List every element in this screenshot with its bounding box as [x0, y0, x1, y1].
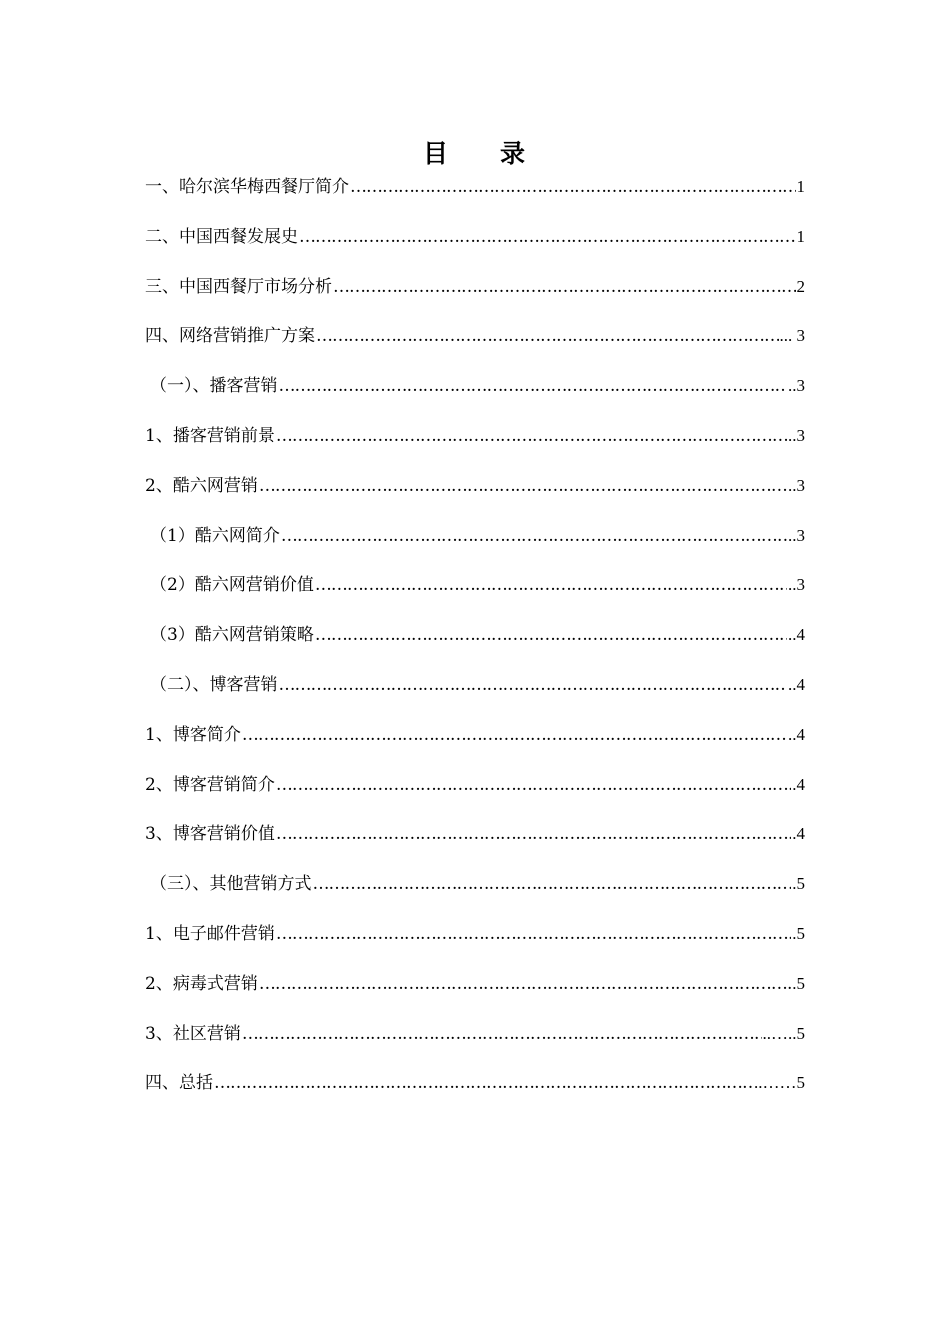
toc-entry[interactable]	[145, 475, 805, 525]
toc-entry-label: 1、播客营销前景	[145, 425, 275, 446]
toc-dot-leader	[259, 973, 791, 995]
toc-entry-page: ..4	[788, 724, 805, 744]
toc-dot-leader	[276, 923, 791, 945]
toc-dot-leader	[279, 375, 788, 397]
toc-entry-label: 3、社区营销	[145, 1023, 241, 1044]
toc-entry-label: （三）、其他营销方式	[150, 874, 312, 895]
toc-title-char-2: 录	[500, 139, 528, 168]
toc-entry-label: （1）酷六网简介	[150, 525, 280, 546]
toc-entry-page: 1	[796, 177, 805, 196]
toc-dot-leader	[350, 176, 796, 198]
toc-entry-page: ..3	[788, 575, 805, 595]
toc-dot-leader	[299, 226, 796, 248]
toc-dot-leader	[279, 674, 788, 696]
toc-entry[interactable]	[145, 724, 805, 774]
toc-dot-leader	[313, 873, 792, 895]
toc-entry-page: 2	[796, 276, 805, 296]
toc-entry[interactable]	[145, 325, 805, 375]
toc-dot-leader	[242, 724, 787, 746]
toc-dot-leader	[242, 1023, 762, 1045]
toc-entry-page: ... 3	[779, 326, 805, 346]
toc-entry-page: .4	[792, 774, 805, 794]
toc-entry[interactable]	[145, 1023, 805, 1073]
toc-entry-label: 一、哈尔滨华梅西餐厅简介	[145, 177, 349, 197]
toc-entry-page: .5	[792, 923, 805, 943]
toc-dot-leader	[281, 525, 787, 547]
toc-entry-page: ..3	[788, 475, 805, 495]
toc-entry[interactable]	[145, 823, 805, 873]
toc-entry-label: 3、博客营销价值	[145, 824, 275, 845]
toc-entry-label: 2、酷六网营销	[145, 475, 258, 496]
toc-entry-label: 三、中国西餐厅市场分析	[145, 276, 332, 297]
toc-dot-leader	[276, 774, 791, 796]
toc-entry[interactable]	[145, 923, 805, 973]
toc-entry-label: 四、总括	[145, 1073, 213, 1094]
toc-dot-leader	[276, 425, 787, 447]
toc-entry[interactable]	[145, 674, 805, 724]
toc-entry-page: ..3	[788, 525, 805, 545]
toc-entry-label: 2、博客营销简介	[145, 774, 275, 795]
toc-entry-page: ..……5	[754, 1073, 805, 1093]
toc-entry[interactable]	[145, 574, 805, 624]
toc-entry[interactable]	[145, 276, 805, 326]
toc-entry[interactable]	[145, 873, 805, 923]
toc-entry-page: .4	[792, 824, 805, 844]
toc-entry-page: ..…..5	[762, 1023, 805, 1043]
toc-title	[0, 134, 950, 170]
toc-entry-label: 二、中国西餐发展史	[145, 226, 298, 247]
toc-dot-leader	[259, 475, 787, 497]
toc-dot-leader	[276, 823, 791, 845]
toc-entry[interactable]	[145, 226, 805, 276]
toc-entry[interactable]	[145, 525, 805, 575]
toc-entry[interactable]	[145, 774, 805, 824]
toc-entry-label: （二）、博客营销	[150, 674, 278, 695]
toc-entry-label: （2）酷六网营销价值	[150, 575, 314, 596]
toc-dot-leader	[214, 1072, 753, 1094]
toc-entry-page: ..4	[788, 674, 805, 694]
toc-dot-leader	[315, 574, 787, 596]
toc-entry-page: ..4	[788, 625, 805, 645]
toc-title-char-1: 目	[422, 139, 450, 168]
toc-entry-page: 1	[796, 226, 805, 246]
toc-dot-leader	[333, 276, 796, 298]
toc-entry[interactable]	[145, 1072, 805, 1122]
toc-entry-page: .5	[792, 874, 805, 894]
toc-entry-page: .5	[792, 973, 805, 993]
toc-entry[interactable]	[145, 176, 805, 226]
toc-entry[interactable]	[145, 973, 805, 1023]
toc-entry-label: （3）酷六网营销策略	[150, 625, 314, 646]
toc-entry-label: 四、网络营销推广方案	[145, 326, 315, 347]
toc-entry[interactable]	[145, 624, 805, 674]
toc-entry-label: 2、病毒式营销	[145, 973, 258, 994]
toc-dot-leader	[316, 325, 779, 347]
toc-entry[interactable]	[145, 375, 805, 425]
toc-entry-label: 1、电子邮件营销	[145, 923, 275, 944]
toc-dot-leader	[315, 624, 787, 646]
toc-entry-page: ..3	[788, 425, 805, 445]
toc-entry-page: ..3	[788, 376, 805, 396]
toc-list	[145, 176, 805, 1122]
toc-entry[interactable]	[145, 425, 805, 475]
toc-entry-label: （一）、播客营销	[150, 376, 278, 397]
toc-entry-label: 1、博客简介	[145, 724, 241, 745]
